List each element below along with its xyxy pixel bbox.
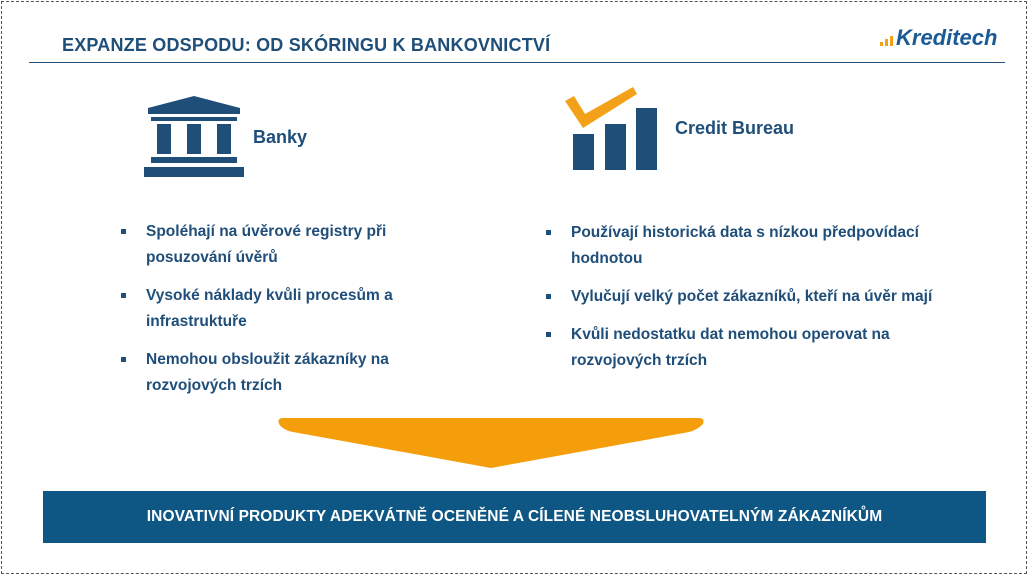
- bullet-icon: [121, 293, 126, 298]
- bullet-icon: [546, 294, 551, 299]
- list-item: Vysoké náklady kvůli procesům a infrastruktuře: [119, 283, 449, 335]
- conclusion-banner: [43, 491, 986, 543]
- banks-bullet-list: [119, 219, 449, 411]
- bullet-icon: [546, 332, 551, 337]
- kreditech-logo: [880, 24, 997, 50]
- logo-text: Kreditech: [896, 25, 998, 50]
- list-item: Kvůli nedostatku dat nemohou operovat na rozvojových trzích: [544, 322, 964, 374]
- bar-chart-checkmark-icon: [564, 86, 660, 172]
- down-arrow-icon: [277, 416, 705, 470]
- banner-text: INOVATIVNÍ PRODUKTY ADEKVÁTNĚ OCENĚNÉ A CÍLENÉ NEOBSLUHOVATELNÝM ZÁKAZNÍKŮM: [146, 508, 883, 525]
- bullet-icon: [546, 230, 551, 235]
- list-item: Vylučují velký počet zákazníků, kteří na úvěr mají: [544, 284, 964, 310]
- title-divider: [29, 62, 1005, 63]
- list-item: Používají historická data s nízkou předpovídací hodnotou: [544, 220, 964, 272]
- bank-icon: [143, 95, 245, 179]
- bullet-icon: [121, 357, 126, 362]
- credit-bureau-bullet-list: [544, 220, 964, 386]
- list-item: Nemohou obsloužit zákazníky na rozvojových trzích: [119, 347, 449, 399]
- list-item: Spoléhají na úvěrové registry při posuzování úvěrů: [119, 219, 449, 271]
- slide: [1, 1, 1027, 574]
- slide-title: EXPANZE ODSPODU: OD SKÓRINGU K BANKOVNICTVÍ: [62, 35, 551, 55]
- credit-bureau-label: Credit Bureau: [675, 118, 795, 138]
- bullet-icon: [121, 229, 126, 234]
- logo-bars-icon: [880, 36, 893, 46]
- banks-label: Banky: [253, 127, 308, 147]
